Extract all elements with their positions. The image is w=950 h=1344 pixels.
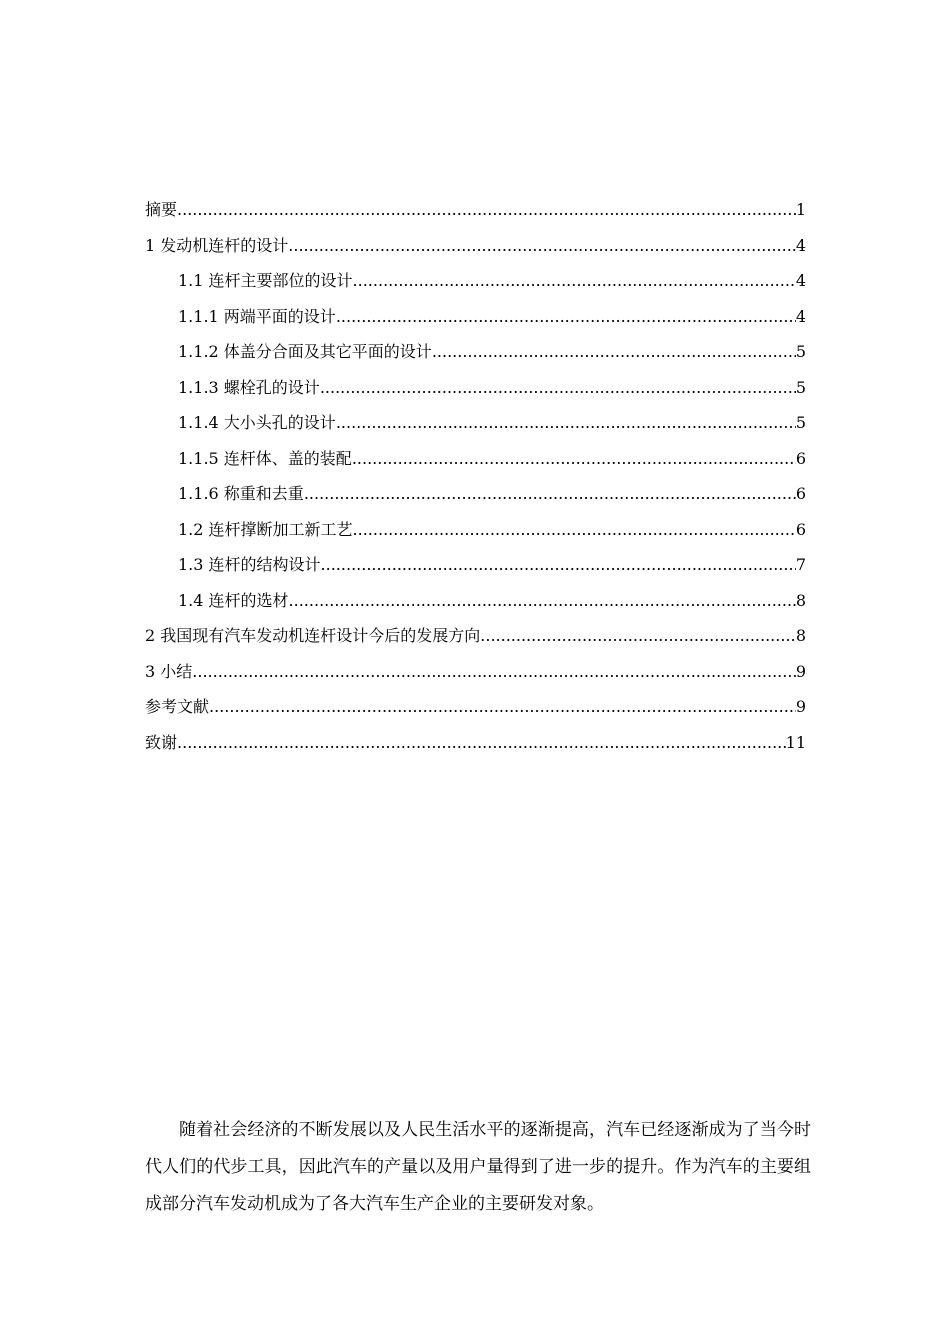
body-paragraph: 随着社会经济的不断发展以及人民生活水平的逐渐提高，汽车已经逐渐成为了当今时代人们的代步工具，因此汽车的产量以及用户量得到了进一步的提升。作为汽车的主要组成部分汽车发动机成为了各大汽车生产企业的主要研发对象。: [145, 1120, 811, 1214]
toc-entry[interactable]: [145, 334, 806, 370]
toc-dot-leader: [289, 583, 796, 619]
toc-dot-leader: [320, 370, 796, 406]
toc-entry[interactable]: [145, 370, 806, 406]
toc-dot-leader: [321, 547, 796, 583]
toc-entry-page: 7: [795, 555, 806, 574]
toc-entry-page: 8: [795, 590, 806, 610]
toc-dot-leader: [432, 334, 796, 370]
toc-entry[interactable]: [145, 618, 806, 654]
toc-entry-title: 1.1.5 连杆体、盖的装配: [178, 448, 352, 468]
toc-entry-title: 1.3 连杆的结构设计: [178, 555, 321, 574]
toc-dot-leader: [209, 689, 796, 725]
toc-dot-leader: [336, 299, 796, 335]
toc-dot-leader: [352, 441, 796, 477]
toc-entry[interactable]: [145, 405, 806, 441]
table-of-contents: [145, 192, 806, 760]
toc-entry-page: 5: [795, 377, 806, 397]
toc-entry-title: 1.1.4 大小头孔的设计: [178, 413, 336, 432]
toc-entry[interactable]: [145, 654, 806, 690]
toc-entry-title: 1.2 连杆撑断加工新工艺: [178, 519, 353, 539]
toc-entry-page: 9: [795, 661, 806, 681]
toc-entry-page: 5: [795, 413, 806, 432]
toc-entry-title: 参考文献: [145, 697, 210, 716]
toc-entry[interactable]: [145, 725, 806, 761]
toc-entry-title: 1.1.1 两端平面的设计: [178, 306, 336, 326]
toc-entry-title: 1.1.6 称重和去重: [178, 484, 304, 503]
toc-dot-leader: [288, 228, 796, 264]
toc-dot-leader: [192, 654, 796, 690]
toc-entry-page: 11: [785, 732, 806, 752]
toc-dot-leader: [177, 725, 786, 761]
toc-entry[interactable]: [145, 689, 806, 725]
toc-entry[interactable]: [145, 476, 806, 512]
toc-dot-leader: [353, 263, 796, 299]
toc-dot-leader: [177, 192, 796, 228]
toc-entry-page: 1: [795, 200, 806, 219]
toc-entry-page: 5: [795, 342, 806, 361]
toc-entry-title: 2 我国现有汽车发动机连杆设计今后的发展方向: [145, 626, 481, 645]
toc-dot-leader: [353, 512, 796, 548]
toc-dot-leader: [304, 476, 796, 512]
toc-entry-page: 4: [795, 306, 806, 326]
toc-entry-page: 6: [795, 519, 806, 539]
toc-dot-leader: [336, 405, 796, 441]
toc-entry-title: 1.1.2 体盖分合面及其它平面的设计: [178, 342, 432, 361]
toc-entry[interactable]: [145, 583, 806, 619]
toc-entry-page: 6: [795, 484, 806, 503]
toc-entry-page: 4: [795, 271, 806, 290]
toc-entry-title: 1 发动机连杆的设计: [145, 235, 289, 255]
toc-entry[interactable]: [145, 192, 806, 228]
toc-entry[interactable]: [145, 512, 806, 548]
toc-entry-title: 1.1 连杆主要部位的设计: [178, 271, 353, 290]
toc-entry[interactable]: [145, 299, 806, 335]
toc-entry-page: 8: [795, 626, 806, 645]
toc-entry-page: 6: [795, 448, 806, 468]
toc-entry-title: 3 小结: [145, 661, 193, 681]
toc-entry-page: 4: [795, 235, 806, 255]
toc-entry[interactable]: [145, 263, 806, 299]
toc-entry[interactable]: [145, 547, 806, 583]
toc-entry-title: 致谢: [145, 732, 178, 752]
toc-entry[interactable]: [145, 228, 806, 264]
toc-entry-title: 1.1.3 螺栓孔的设计: [178, 377, 320, 397]
toc-entry-title: 1.4 连杆的选材: [178, 590, 289, 610]
toc-dot-leader: [480, 618, 796, 654]
toc-entry[interactable]: [145, 441, 806, 477]
toc-entry-title: 摘要: [145, 200, 178, 219]
toc-entry-page: 9: [795, 697, 806, 716]
